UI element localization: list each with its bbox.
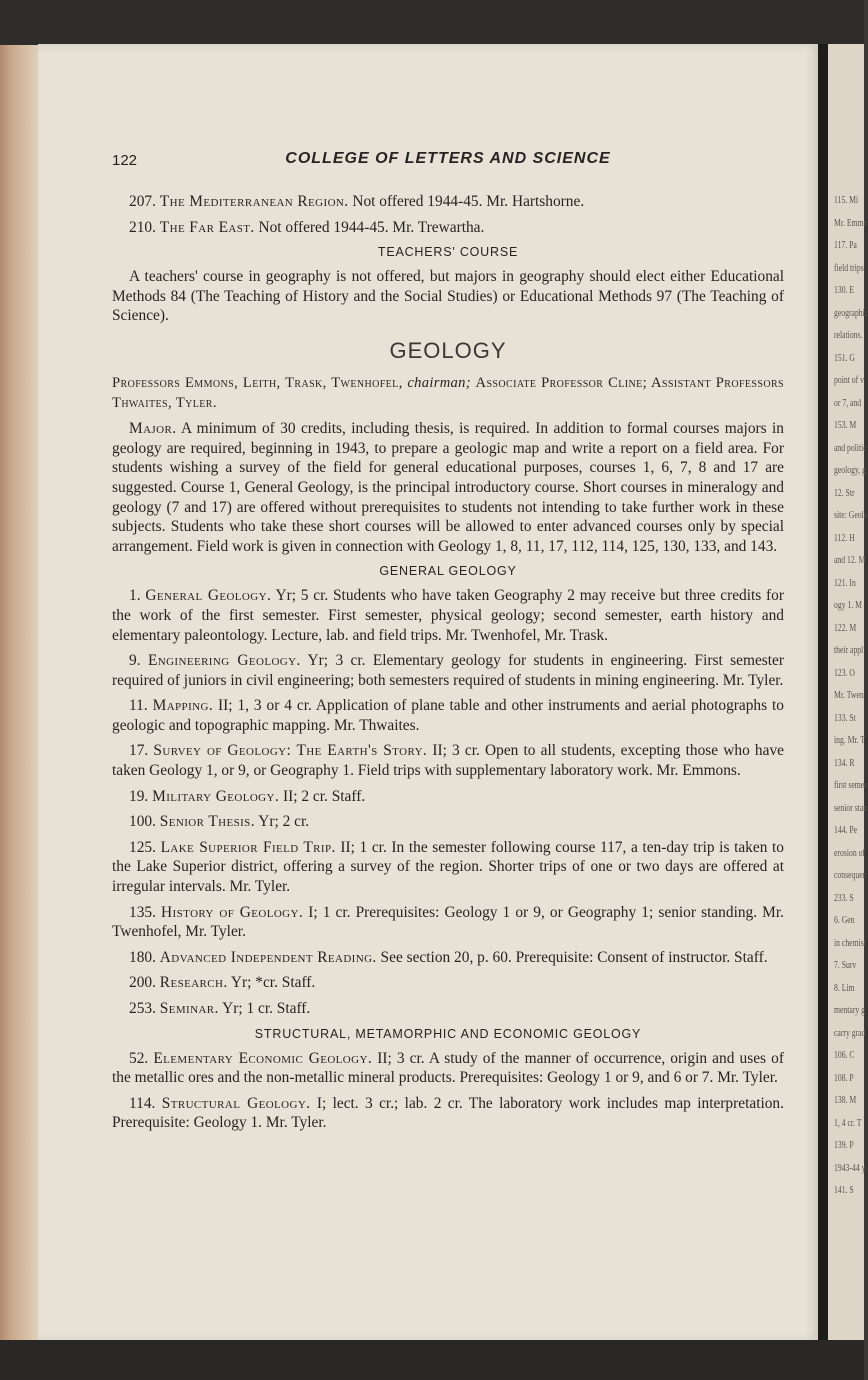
facing-page-text-fragment: 138. M	[834, 1094, 857, 1106]
facing-page-text-fragment: 153. M	[834, 419, 857, 431]
facing-page-text-fragment: and 12. M	[834, 554, 866, 566]
course-entry	[112, 192, 784, 212]
course-description: II; 3 cr. A study of the manner of occurrence, origin and uses of the metallic ores and the non-metallic mineral products. Prerequisites: Geology 1 or 9, and 6 or 7. Mr. Tyler.	[112, 1049, 784, 1087]
course-title: Research.	[159, 974, 228, 992]
facing-page-text-fragment: 144. Pe	[834, 824, 858, 836]
facing-page-text-fragment: and politic	[834, 441, 867, 454]
facing-page-text-fragment: field trips	[834, 261, 864, 274]
facing-page-text-fragment: 7. Surv	[834, 959, 857, 971]
course-entry	[112, 1094, 784, 1133]
course-number: 19.	[129, 787, 149, 805]
course-entry	[112, 218, 784, 238]
structural-geology-heading: STRUCTURAL, METAMORPHIC AND ECONOMIC GEOLOGY	[254, 1026, 642, 1041]
facing-page-text-fragment: their appl	[834, 644, 864, 656]
course-number: 9.	[129, 652, 141, 670]
course-number: 210.	[129, 218, 156, 236]
course-number: 207.	[129, 193, 156, 210]
facing-page-text-fragment: geology, g	[834, 464, 867, 476]
running-title: COLLEGE OF LETTERS AND SCIENCE	[285, 150, 611, 167]
facing-page-text-fragment: 1, 4 cr. T	[834, 1116, 862, 1129]
faculty-list	[112, 374, 784, 413]
faculty-chairman: chairman;	[407, 374, 471, 391]
course-entry	[112, 787, 784, 807]
course-title: Lake Superior Field Trip.	[160, 838, 336, 856]
major-requirements	[112, 419, 784, 556]
course-entry	[112, 1049, 784, 1088]
book-page-edges	[0, 45, 40, 1345]
course-entry	[112, 999, 784, 1019]
course-description: II; 1 cr. In the semester following course 117, a ten-day trip is taken to the Lake Superior district, offering a survey of the region. Shorter trips of one or two days are offered at irregular intervals. Mr. Tyler.	[112, 838, 784, 896]
facing-page-text-fragment: 108. P	[834, 1071, 854, 1084]
structural-geology-courses	[112, 1049, 784, 1133]
teachers-course-heading: TEACHERS' COURSE	[377, 245, 519, 260]
course-description: II; 2 cr. Staff.	[282, 787, 366, 805]
facing-page-text-fragment: senior stan	[834, 801, 868, 814]
general-geology-heading: GENERAL GEOLOGY	[379, 564, 517, 579]
course-number: 52.	[129, 1049, 149, 1067]
facing-page-text-fragment: ing. Mr. T	[834, 734, 866, 746]
facing-page-text-fragment: carry grad	[834, 1026, 866, 1039]
major-text: A minimum of 30 credits, including thesis, is required. In addition to formal courses majors in geology are required, beginning in 1943, to prepare a geologic map and write a report on a field area. For students wishing a survey of the field for general educational purposes, courses 1, 6, 7, 8 and 17 are suggested. Course 1, General Geology, is the principal introductory course. Short courses in mineralogy and geology (7 and 17) are offered without prerequisites to students not intending to take further work in these subjects. Students who take these short courses will be allowed to enter advanced courses only by special arrangement. Field work is given in connection with Geology 1, 8, 11, 17, 112, 114, 125, 130, 133, and 143.	[112, 420, 785, 555]
course-entry	[112, 973, 784, 993]
facing-page-text-fragment: ogy 1. M	[834, 599, 863, 611]
facing-page-text-fragment: 151. G	[834, 351, 855, 364]
facing-page-text-fragment: first semes	[834, 779, 868, 791]
facing-page-text-fragment: 12. Str	[834, 486, 855, 499]
facing-page-text-fragment: site: Geolo	[834, 509, 868, 521]
major-label: Major.	[129, 420, 177, 438]
course-title: General Geology.	[145, 587, 272, 605]
course-number: 125.	[129, 838, 156, 856]
course-description: I; 1 cr. Prerequisites: Geology 1 or 9, or Geography 1; senior standing. Mr. Twenhofel, Mr. Tyler.	[112, 903, 784, 941]
facing-page-text-fragment: 121. In	[834, 576, 856, 589]
facing-page-text-fragment: 141. S	[834, 1184, 854, 1196]
department-title: GEOLOGY	[389, 337, 507, 363]
course-number: 135.	[129, 903, 156, 921]
facing-page-text-fragment: 6. Gen	[834, 914, 855, 926]
facing-page-text-fragment: point of v	[834, 374, 864, 386]
course-title: The Mediterranean Region.	[159, 193, 349, 210]
facing-page-text-fragment: 130. E	[834, 284, 855, 296]
course-description: II; 3 cr. Open to all students, excepting those who have taken Geology 1, or 9, or Geography 1. Field trips with supplementary laboratory work. Mr. Emmons.	[112, 742, 784, 780]
course-entry	[112, 838, 784, 897]
facing-page-text-fragment: Mr. Emmo	[834, 216, 868, 229]
facing-page-text-fragment: 1943-44 y	[834, 1161, 866, 1174]
course-number: 11.	[129, 697, 148, 715]
facing-page-text-fragment: consequen	[834, 869, 867, 881]
course-entry	[112, 586, 784, 645]
course-number: 114.	[129, 1094, 156, 1112]
course-entry	[112, 651, 784, 690]
page-number: 122	[112, 152, 138, 169]
course-description: Not offered 1944-45. Mr. Hartshorne.	[352, 193, 585, 210]
geography-courses-tail	[112, 192, 784, 237]
course-number: 253.	[129, 1000, 156, 1017]
facing-page-text-fragment: or 7, and	[834, 396, 862, 409]
course-title: Elementary Economic Geology.	[153, 1049, 373, 1067]
facing-page-text-fragment: 117. Pa	[834, 239, 857, 251]
facing-page-text-fragment: mentary g	[834, 1004, 866, 1016]
facing-page-text-fragment: geographic	[834, 306, 868, 319]
course-description: I; lect. 3 cr.; lab. 2 cr. The laboratory work includes map interpretation. Prerequisite: Geology 1. Mr. Tyler.	[112, 1094, 784, 1132]
facing-page-text-fragment: in chemist	[834, 936, 866, 949]
facing-page-text-fragment: 106. C	[834, 1049, 855, 1061]
facing-page-fragment	[828, 44, 868, 1342]
course-description: See section 20, p. 60. Prerequisite: Consent of instructor. Staff.	[380, 948, 768, 966]
course-title: Mapping.	[152, 697, 214, 715]
course-description: Yr; *cr. Staff.	[230, 974, 316, 992]
course-entry	[112, 948, 784, 968]
facing-page-text-fragment: Mr. Twen	[834, 689, 864, 701]
course-title: Senior Thesis.	[159, 813, 255, 831]
faculty-professors: Professors Emmons, Leith, Trask, Twenhofel,	[112, 374, 403, 391]
course-title: Engineering Geology.	[147, 652, 301, 670]
course-description: Yr; 2 cr.	[258, 813, 310, 831]
running-head	[112, 150, 784, 176]
scan-top-border	[0, 0, 864, 48]
course-number: 180.	[129, 948, 156, 966]
course-description: Yr; 1 cr. Staff.	[222, 1000, 311, 1017]
course-title: Military Geology.	[152, 787, 280, 805]
faculty-others: Associate Professor Cline; Assistant Professors Thwaites, Tyler.	[112, 374, 784, 411]
facing-page-text-fragment: 122. M	[834, 621, 857, 634]
course-title: Advanced Independent Reading.	[159, 948, 377, 966]
teachers-course-text: A teachers' course in geography is not offered, but majors in geography should elect either Educational Methods 84 (The Teaching of History and the Social Studies) or Educational Methods 97 (The Teaching of Science).	[112, 268, 784, 325]
course-title: History of Geology.	[161, 903, 304, 921]
course-description: Yr; 3 cr. Elementary geology for students in engineering. First semester required of juniors in civil engineering; both semesters required of students in mining engineering. Mr. Tyler.	[112, 652, 784, 689]
course-number: 1.	[129, 587, 141, 605]
page-content	[112, 150, 784, 1139]
course-entry	[112, 812, 784, 832]
facing-page-text-fragment: 233. S	[834, 891, 854, 904]
facing-page-text-fragment: 139. P	[834, 1139, 854, 1151]
course-number: 100.	[129, 813, 156, 831]
course-title: The Far East.	[159, 218, 255, 236]
scan-bottom-border	[0, 1340, 864, 1380]
course-number: 200.	[129, 974, 156, 992]
course-title: Seminar.	[159, 1000, 219, 1017]
course-description: Not offered 1944-45. Mr. Trewartha.	[258, 218, 485, 236]
course-number: 17.	[129, 742, 149, 760]
course-title: Structural Geology.	[161, 1094, 311, 1112]
general-geology-courses	[112, 586, 784, 1018]
facing-page-text-fragment: relations.	[834, 329, 863, 341]
course-entry	[112, 696, 784, 735]
facing-page-text-fragment: 8. Lim	[834, 981, 855, 994]
course-title: Survey of Geology: The Earth's Story.	[153, 742, 428, 760]
course-entry	[112, 903, 784, 942]
facing-page-text-fragment: erosion of	[834, 846, 866, 859]
course-description: II; 1, 3 or 4 cr. Application of plane table and other instruments and aerial photographs to geologic and topographic mapping. Mr. Thwaites.	[112, 697, 784, 734]
facing-page-text-fragment: 123. O	[834, 666, 855, 679]
facing-page-text-fragment: 115. Mi	[834, 194, 859, 206]
facing-page-text-fragment: 133. St	[834, 711, 856, 724]
facing-page-text-fragment: 112. H	[834, 531, 855, 544]
course-entry	[112, 741, 784, 780]
course-description: Yr; 5 cr. Students who have taken Geography 2 may receive but three credits for the work of the first semester. First semester, physical geology; second semester, earth history and elementary paleontology. Lecture, lab. and field trips. Mr. Twenhofel, Mr. Trask.	[112, 587, 785, 644]
facing-page-text-fragment: 134. R	[834, 756, 855, 769]
